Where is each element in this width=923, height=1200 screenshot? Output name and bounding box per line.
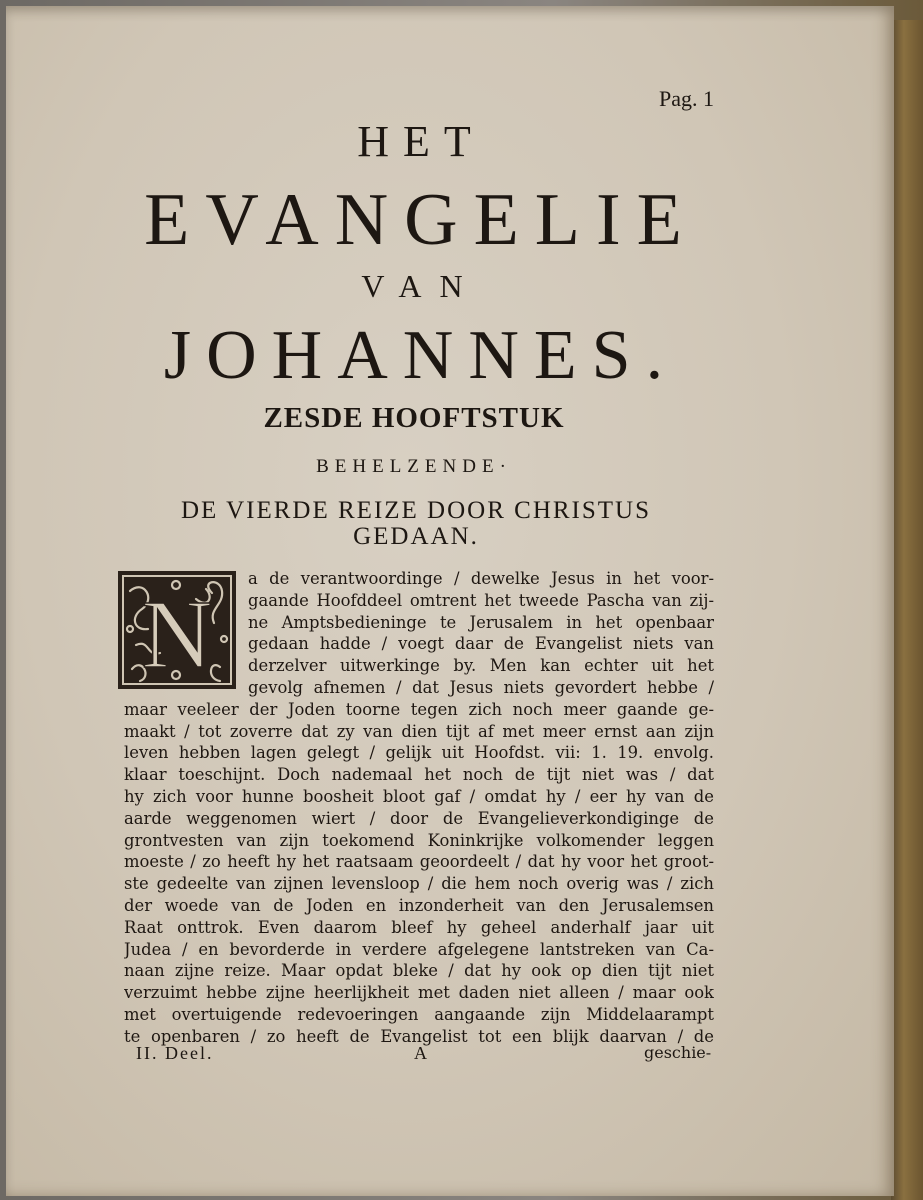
body-line: naan zijne reize. Maar opdat bleke / dat hy ook op dien tijt niet	[124, 961, 714, 980]
chapter-heading: ZESDE HOOFTSTUK	[263, 402, 565, 434]
chapter-subtitle	[106, 498, 726, 550]
title-evangelie: EVANGELIE	[144, 179, 698, 261]
subtitle-line-2: GEDAAN.	[353, 523, 479, 550]
signature-mark: II. Deel.	[136, 1043, 214, 1063]
body-line: grontvesten van zijn toekomend Koninkrijke volkomender leggen	[124, 831, 714, 850]
body-line: klaar toeschijnt. Doch nademaal het noch de tijt niet was / dat	[124, 765, 714, 784]
page-number: Pag. 1	[659, 86, 714, 111]
body-line: Raat onttrok. Even daarom bleef hy geheel anderhalf jaar uit	[124, 918, 714, 937]
body-line: aarde weggenomen wiert / door de Evangelieverkondiginge de	[124, 809, 714, 828]
body-line: hy zich voor hunne boosheit bloot gaf / omdat hy / eer hy van de	[124, 787, 714, 806]
body-line: der woede van de Joden en inzonderheit van den Jerusalemsen	[124, 896, 714, 915]
body-line: a de verantwoordinge / dewelke Jesus in het voor-	[248, 569, 714, 588]
behelzende-label: BEHELZENDE·	[316, 456, 512, 477]
title-johannes: JOHANNES.	[163, 317, 679, 394]
body-line: gevolg afnemen / dat Jesus niets gevordert hebbe /	[248, 678, 714, 697]
body-line: gedaan hadde / voegt daar de Evangelist niets van	[248, 634, 714, 653]
book-spine-edge	[891, 20, 923, 1200]
body-line: Judea / en bevorderde in verdere afgelegene lantstreken van Ca-	[124, 940, 714, 959]
body-line: moeste / zo heeft hy het raatsaam geoordeelt / dat hy voor het groot-	[124, 852, 714, 871]
book-page	[6, 6, 894, 1196]
body-line: met overtuigende redevoeringen aangaande zijn Middelaarampt	[124, 1005, 714, 1024]
body-line: ne Amptsbedieninge te Jerusalem in het openbaar	[248, 613, 714, 632]
gathering-mark: A	[414, 1043, 427, 1063]
ornamental-dropcap	[116, 569, 238, 691]
body-line: maakt / tot zoverre dat zy van dien tijt af met meer ernst aan zijn	[124, 722, 714, 741]
title-van: VAN	[361, 268, 481, 304]
body-line: derzelver uitwerkinge by. Men kan echter uit het	[248, 656, 714, 675]
title-het: HET	[357, 117, 485, 166]
body-line: te openbaren / zo heeft de Evangelist tot een blijk daarvan / de	[124, 1027, 714, 1046]
body-line: verzuimt hebbe zijne heerlijkheit met daden niet alleen / maar ook	[124, 983, 714, 1002]
subtitle-line-1: DE VIERDE REIZE DOOR CHRISTUS	[180, 497, 652, 524]
catchword: geschie-	[644, 1043, 712, 1062]
body-line: leven hebben lagen gelegt / gelijk uit Hoofdst. vii: 1. 19. envolg.	[124, 743, 714, 762]
body-line: ste gedeelte van zijnen levensloop / die hem noch overig was / zich	[124, 874, 714, 893]
dropcap-letter: N	[141, 581, 213, 689]
body-line: maar veeleer der Joden toorne tegen zich noch meer gaande ge-	[124, 700, 714, 719]
body-line: gaande Hoofddeel omtrent het tweede Pascha van zij-	[248, 591, 714, 610]
